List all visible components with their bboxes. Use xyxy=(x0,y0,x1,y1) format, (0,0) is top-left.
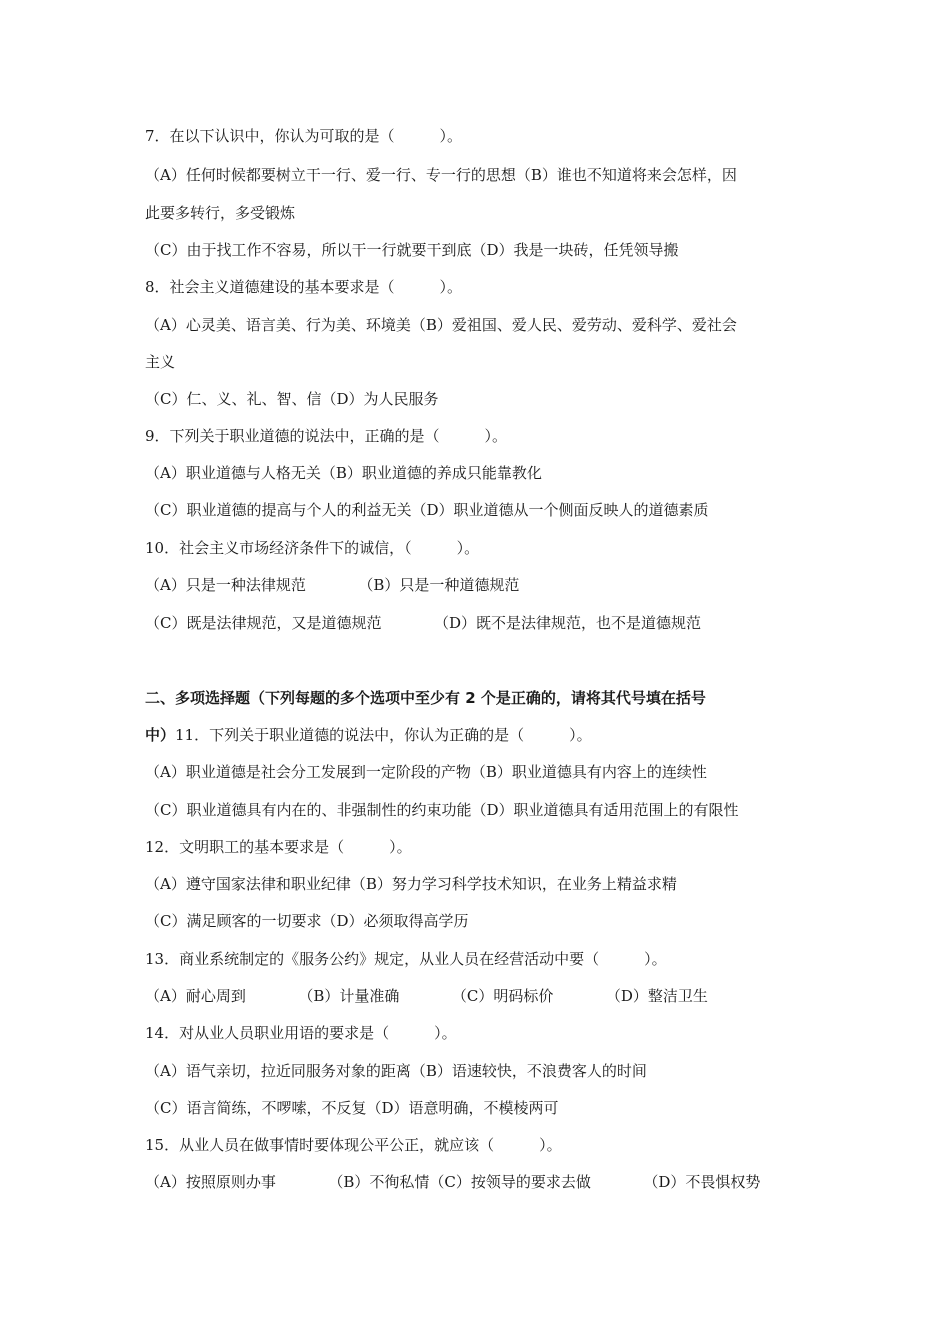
question-9-options-ab: （A）职业道德与人格无关（B）职业道德的养成只能靠教化 xyxy=(145,464,542,482)
question-13-options: （A）耐心周到 （B）计量准确 （C）明码标价 （D）整洁卫生 xyxy=(145,987,708,1005)
question-7-options-cd: （C）由于找工作不容易，所以干一行就要干到底（D）我是一块砖，任凭领导搬 xyxy=(145,241,679,259)
question-14-options-ab: （A）语气亲切，拉近同服务对象的距离（B）语速较快，不浪费客人的时间 xyxy=(145,1062,647,1080)
question-7-options-ab: （A）任何时候都要树立干一行、爱一行、专一行的思想（B）谁也不知道将来会怎样，因 xyxy=(145,166,737,184)
question-8: 8．社会主义道德建设的基本要求是（ ）。 xyxy=(145,278,463,296)
question-10-options-cd: （C）既是法律规范，又是道德规范 （D）既不是法律规范，也不是道德规范 xyxy=(145,614,702,632)
question-11-options-cd: （C）职业道德具有内在的、非强制性的约束功能（D）职业道德具有适用范围上的有限性 xyxy=(145,801,739,819)
question-14: 14．对从业人员职业用语的要求是（ ）。 xyxy=(145,1024,457,1042)
question-11-options-ab: （A）职业道德是社会分工发展到一定阶段的产物（B）职业道德具有内容上的连续性 xyxy=(145,763,707,781)
question-10: 10．社会主义市场经济条件下的诚信，（ ）。 xyxy=(145,539,480,557)
question-8-options-ab-cont: 主义 xyxy=(145,353,176,371)
question-12-options-cd: （C）满足顾客的一切要求（D）必须取得高学历 xyxy=(145,912,469,930)
question-9: 9．下列关于职业道德的说法中，正确的是（ ）。 xyxy=(145,427,508,445)
question-7: 7．在以下认识中，你认为可取的是（ ）。 xyxy=(145,127,463,145)
question-12-options-ab: （A）遵守国家法律和职业纪律（B）努力学习科学技术知识，在业务上精益求精 xyxy=(145,875,677,893)
question-13: 13．商业系统制定的《服务公约》规定，从业人员在经营活动中要（ ）。 xyxy=(145,950,667,968)
question-15-options: （A）按照原则办事 （B）不徇私情（C）按领导的要求去做 （D）不畏惧权势 xyxy=(145,1173,761,1191)
question-8-options-ab: （A）心灵美、语言美、行为美、环境美（B）爱祖国、爱人民、爱劳动、爱科学、爱社会 xyxy=(145,316,737,334)
question-8-options-cd: （C）仁、义、礼、智、信（D）为人民服务 xyxy=(145,390,439,408)
question-10-options-ab: （A）只是一种法律规范 （B）只是一种道德规范 xyxy=(145,576,520,594)
question-11: 11．下列关于职业道德的说法中，你认为正确的是（ ）。 xyxy=(175,726,592,744)
question-15: 15．从业人员在做事情时要体现公平公正，就应该（ ）。 xyxy=(145,1136,562,1154)
question-14-options-cd: （C）语言简练，不啰嗦，不反复（D）语意明确，不模棱两可 xyxy=(145,1099,559,1117)
section-2-heading: 二、多项选择题（下列每题的多个选项中至少有 2 个是正确的，请将其代号填在括号 xyxy=(145,689,706,707)
question-12: 12．文明职工的基本要求是（ ）。 xyxy=(145,838,412,856)
section-2-heading-cont xyxy=(145,725,805,745)
section-2-heading-end: 中） xyxy=(145,726,176,744)
question-7-options-ab-cont: 此要多转行，多受锻炼 xyxy=(145,204,296,222)
question-9-options-cd: （C）职业道德的提高与个人的利益无关（D）职业道德从一个侧面反映人的道德素质 xyxy=(145,501,709,519)
